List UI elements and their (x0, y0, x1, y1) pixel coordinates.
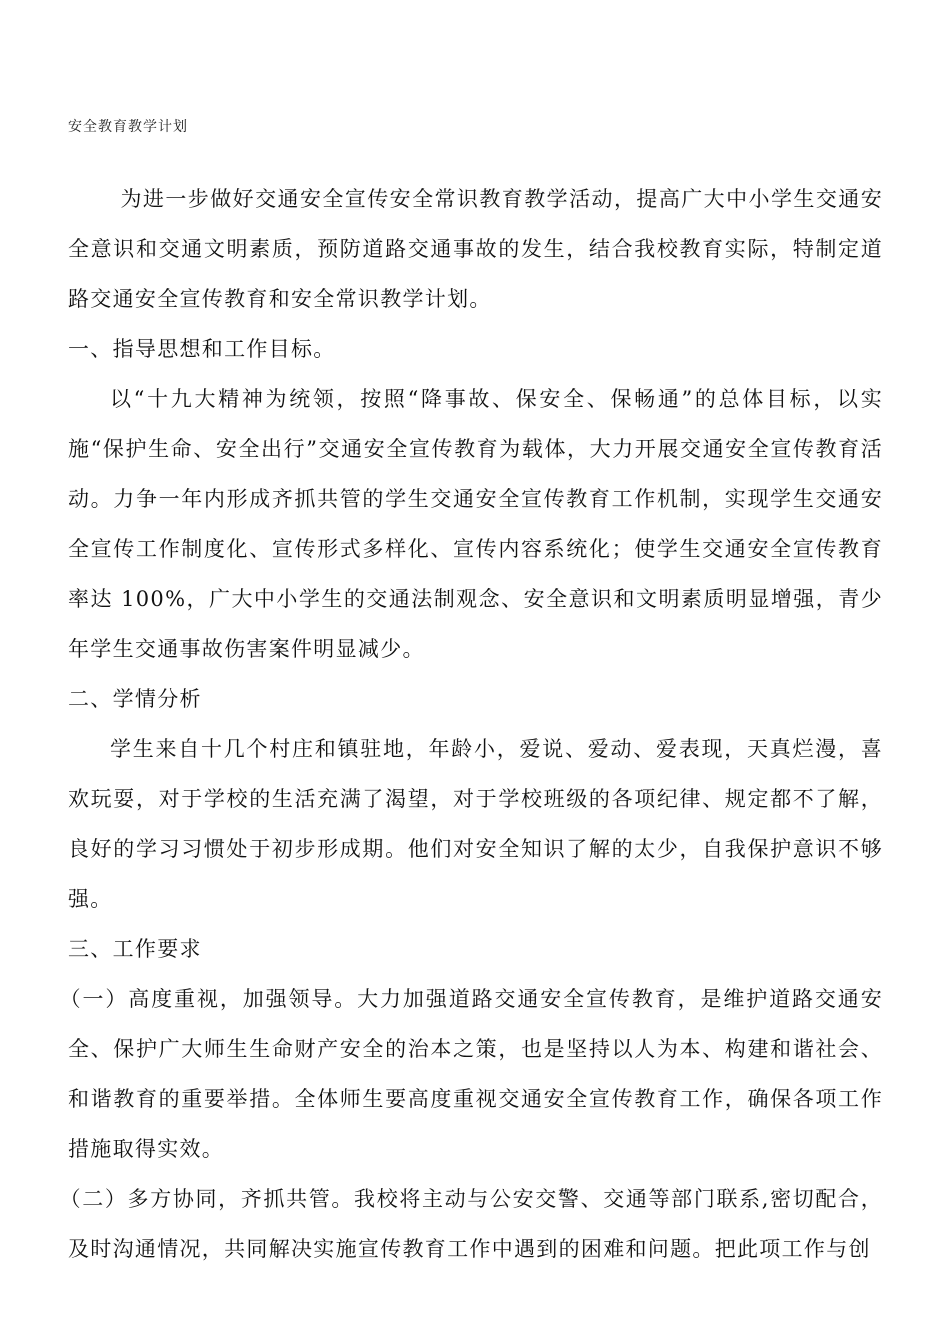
requirement-item-2: （二）多方协同，齐抓共管。我校将主动与公安交警、交通等部门联系,密切配合，及时沟通情况，共同解决实施宣传教育工作中遇到的困难和问题。把此项工作与创 (59, 1187, 883, 1261)
section-heading-work-requirements: 三、工作要求 (68, 937, 202, 961)
section-heading-guiding-ideology: 一、指导思想和工作目标。 (68, 337, 336, 361)
section-heading-student-analysis: 二、学情分析 (68, 687, 202, 711)
student-analysis-paragraph: 学生来自十几个村庄和镇驻地，年龄小，爱说、爱动、爱表现，天真烂漫，喜欢玩耍，对于学校的生活充满了渴望，对于学校班级的各项纪律、规定都不了解，良好的学习习惯处于初步形成期。他们对安全知识了解的太少，自我保护意识不够强。 (68, 737, 883, 911)
goals-paragraph: 以“十九大精神为统领，按照“降事故、保安全、保畅通”的总体目标，以实施“保护生命、安全出行”交通安全宣传教育为载体，大力开展交通安全宣传教育活动。力争一年内形成齐抓共管的学生交通安全宣传教育工作机制，实现学生交通安全宣传工作制度化、宣传形式多样化、宣传内容系统化；使学生交通安全宣传教育率达 100%，广大中小学生的交通法制观念、安全意识和文明素质明显增强，青少年学生交通事故伤害案件明显减少。 (68, 387, 883, 661)
document-header: 安全教育教学计划 (68, 119, 188, 135)
intro-paragraph: 为进一步做好交通安全宣传安全常识教育教学活动，提高广大中小学生交通安全意识和交通文明素质，预防道路交通事故的发生，结合我校教育实际，特制定道路交通安全宣传教育和安全常识教学计划。 (68, 187, 883, 311)
requirement-item-1: （一）高度重视，加强领导。大力加强道路交通安全宣传教育，是维护道路交通安全、保护广大师生生命财产安全的治本之策，也是坚持以人为本、构建和谐社会、和谐教育的重要举措。全体师生要高度重视交通安全宣传教育工作，确保各项工作措施取得实效。 (59, 987, 883, 1161)
document-body (59, 174, 883, 1274)
